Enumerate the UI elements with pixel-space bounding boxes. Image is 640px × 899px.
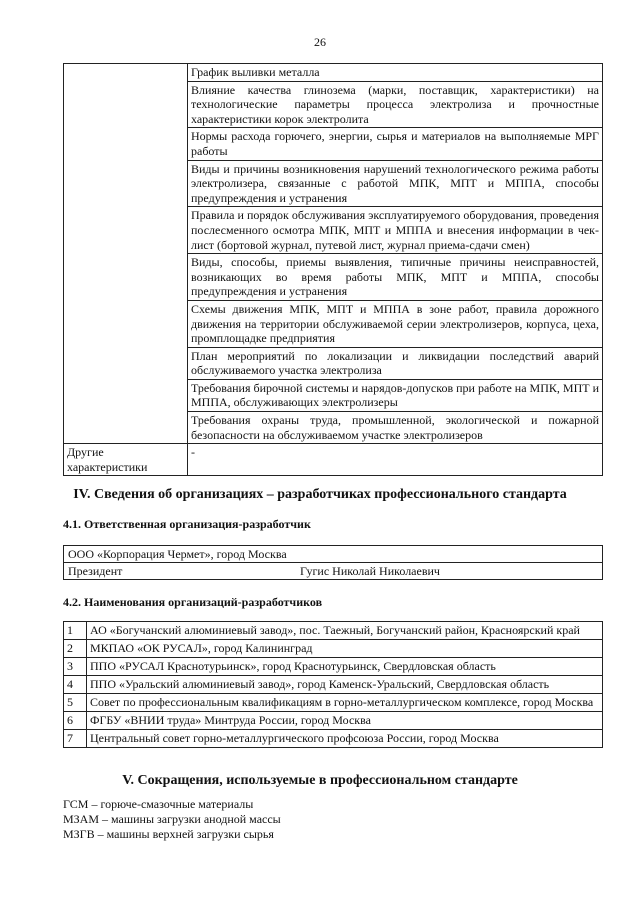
knowledge-table — [63, 63, 603, 476]
knowledge-item: Нормы расхода горючего, энергии, сырья и материалов на выполняемые МРГ работы — [188, 128, 603, 160]
table-row — [64, 444, 603, 476]
knowledge-item: Требования бирочной системы и нарядов-допусков при работе на МПК, МПТ и МППА, обслуживающих электролизеры — [188, 379, 603, 411]
other-characteristics-value: - — [188, 444, 603, 476]
knowledge-item: Схемы движения МПК, МПТ и МППА в зоне работ, правила дорожного движения на территории обслуживаемой серии электролизеров, корпуса, цеха, промплощадке предприятия — [188, 300, 603, 347]
table-row — [64, 694, 603, 712]
section-4-2-title: 4.2. Наименования организаций-разработчиков — [63, 595, 323, 609]
developers-table — [63, 621, 603, 748]
abbreviation-item: ГСМ – горюче-смазочные материалы — [63, 797, 254, 811]
table-row — [64, 676, 603, 694]
abbreviation-item: МЗАМ – машины загрузки анодной массы — [63, 812, 281, 826]
developer-number: 4 — [64, 676, 87, 694]
section-4-title: IV. Сведения об организациях – разработчиках профессионального стандарта — [73, 487, 567, 502]
developer-number: 7 — [64, 730, 87, 748]
org-name: ООО «Корпорация Чермет», город Москва — [64, 546, 603, 563]
knowledge-item: План мероприятий по локализации и ликвидации последствий аварий обслуживаемого участка электролиза — [188, 347, 603, 379]
table-row — [64, 622, 603, 640]
abbreviation-item: МЗГВ – машины верхней загрузки сырья — [63, 827, 274, 841]
knowledge-item: График выливки металла — [188, 64, 603, 82]
table-row — [64, 546, 603, 563]
knowledge-item: Виды, способы, приемы выявления, типичные причины неисправностей, возникающих во время работы МПК, МПТ и МППА, способы предупреждения и устранения — [188, 254, 603, 301]
org-head-person: Гугис Николай Николаевич — [300, 564, 440, 578]
developer-number: 5 — [64, 694, 87, 712]
knowledge-label-cell — [64, 64, 188, 444]
org-head-cell — [64, 563, 603, 580]
table-row — [64, 658, 603, 676]
developer-name: ППО «РУСАЛ Краснотурьинск», город Краснотурьинск, Свердловская область — [87, 658, 603, 676]
other-characteristics-label: Другие характеристики — [64, 444, 188, 476]
developer-number: 3 — [64, 658, 87, 676]
table-row — [64, 64, 603, 82]
knowledge-item: Правила и порядок обслуживания эксплуатируемого оборудования, проведения послесменного осмотра МПК, МПТ и МППА и внесения информации в чек-лист (бортовой журнал, путевой лист, журнал приема-сдачи смен) — [188, 207, 603, 254]
table-row — [64, 712, 603, 730]
table-row — [64, 640, 603, 658]
section-4-1-title: 4.1. Ответственная организация-разработчик — [63, 517, 311, 531]
page-number: 26 — [314, 35, 326, 49]
section-5-title: V. Сокращения, используемые в профессиональном стандарте — [122, 773, 518, 788]
developer-name: Центральный совет горно-металлургического профсоюза России, город Москва — [87, 730, 603, 748]
knowledge-item: Требования охраны труда, промышленной, экологической и пожарной безопасности на обслуживаемом участке электролизеров — [188, 412, 603, 444]
developer-number: 2 — [64, 640, 87, 658]
developer-name: МКПАО «ОК РУСАЛ», город Калининград — [87, 640, 603, 658]
org-head-position: Президент — [68, 564, 123, 578]
table-row — [64, 730, 603, 748]
developer-number: 6 — [64, 712, 87, 730]
developer-name: ФГБУ «ВНИИ труда» Минтруда России, город Москва — [87, 712, 603, 730]
developer-number: 1 — [64, 622, 87, 640]
knowledge-item: Виды и причины возникновения нарушений технологического режима работы электролизера, связанные с работой МПК, МПТ и МППА, способы предупреждения и устранения — [188, 160, 603, 207]
developer-name: Совет по профессиональным квалификациям в горно-металлургическом комплексе, город Москва — [87, 694, 603, 712]
developer-name: ППО «Уральский алюминиевый завод», город Каменск-Уральский, Свердловская область — [87, 676, 603, 694]
developer-name: АО «Богучанский алюминиевый завод», пос. Таежный, Богучанский район, Красноярский край — [87, 622, 603, 640]
responsible-org-table — [63, 545, 603, 580]
knowledge-item: Влияние качества глинозема (марки, поставщик, характеристики) на технологические параметры процесса электролиза и прочностные характеристики корок электролита — [188, 81, 603, 128]
table-row — [64, 563, 603, 580]
